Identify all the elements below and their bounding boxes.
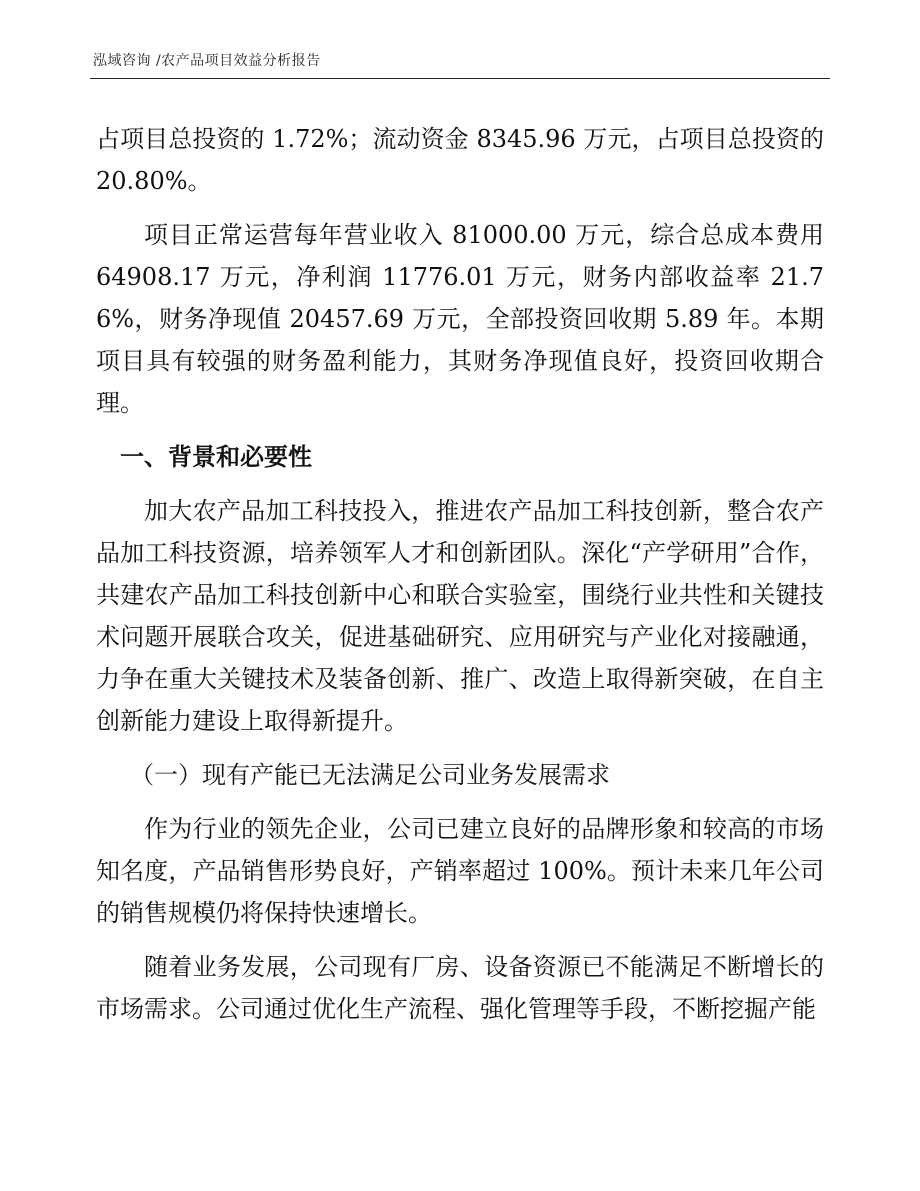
paragraph-tech-investment: 加大农产品加工科技投入，推进农产品加工科技创新，整合农产品加工科技资源，培养领军人才和创新团队。深化“产学研用”合作，共建农产品加工科技创新中心和联合实验室，围绕行业共性和关键技术问题开展联合攻关，促进基础研究、应用研究与产业化对接融通，力争在重大关键技术及装备创新、推广、改造上取得新突破，在自主创新能力建设上取得新提升。 (96, 497, 824, 735)
paragraph-financial-summary: 项目正常运营每年营业收入 81000.00 万元，综合总成本费用 64908.17 万元，净利润 11776.01 万元，财务内部收益率 21.76%，财务净现值 20457.69 万元，全部投资回收期 5.89 年。本期项目具有较强的财务盈利能力，其财务净现值良好，投资回收期合理。 (96, 221, 824, 417)
paragraph-capacity-limits: 随着业务发展，公司现有厂房、设备资源已不能满足不断增长的市场需求。公司通过优化生产流程、强化管理等手段，不断挖掘产能 (96, 953, 824, 1023)
section-heading-background: 一、背景和必要性 (120, 442, 312, 471)
document-body (96, 118, 824, 1042)
subsection-heading-capacity: （一）现有产能已无法满足公司业务发展需求 (130, 761, 610, 789)
header-divider (90, 78, 830, 79)
paragraph-market-position: 作为行业的领先企业，公司已建立良好的品牌形象和较高的市场知名度，产品销售形势良好，产销率超过 100%。预计未来几年公司的销售规模仍将保持快速增长。 (96, 815, 824, 927)
page-header: 泓域咨询 /农产品项目效益分析报告 (93, 53, 321, 69)
paragraph-investment-ratio: 占项目总投资的 1.72%；流动资金 8345.96 万元，占项目总投资的 20.80%。 (96, 125, 824, 195)
